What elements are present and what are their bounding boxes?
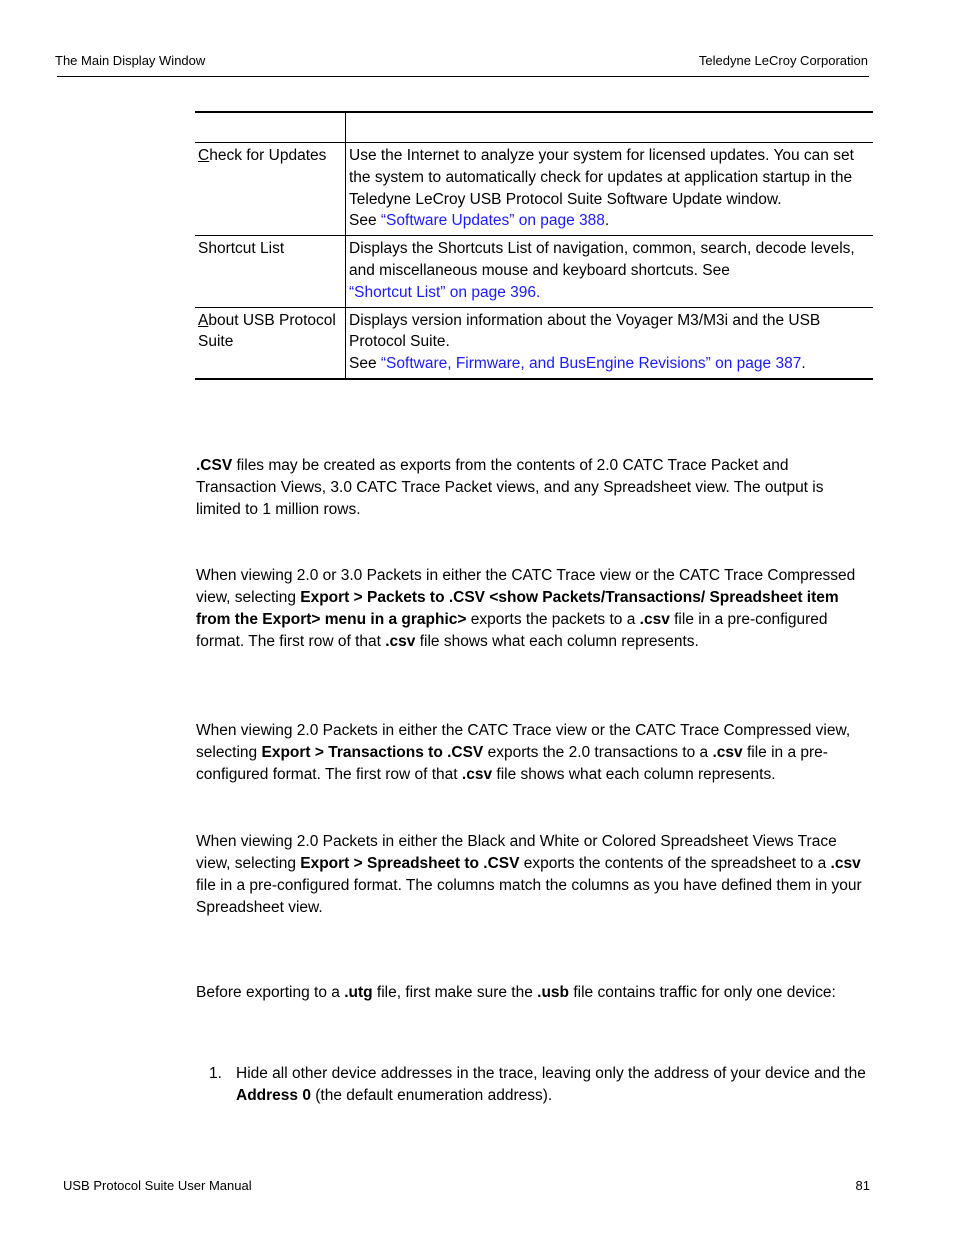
- bold-term: Export > Transactions to .CSV: [261, 744, 484, 761]
- bold-term: .csv: [461, 766, 493, 783]
- command-cell: [195, 307, 346, 379]
- table-header-row: [195, 112, 873, 143]
- paragraph-text: file in a pre-configured format. The first row of that: [196, 744, 828, 783]
- paragraph-text: When viewing 2.0 Packets in either the CATC Trace view or the CATC Trace Compressed view, selecting: [196, 722, 851, 761]
- running-header-right: Teledyne LeCroy Corporation: [698, 53, 868, 68]
- see-text: See: [349, 355, 381, 373]
- description-text: Displays version information about the Voyager M3/M3i and the USB Protocol Suite.: [349, 311, 821, 351]
- description-cell: [346, 236, 874, 307]
- csv-intro-paragraph: [196, 455, 872, 521]
- utg-export-paragraph: [196, 982, 872, 1004]
- description-cell: [346, 143, 874, 236]
- running-header-left: The Main Display Window: [55, 53, 206, 68]
- trailing-punctuation: .: [801, 355, 806, 373]
- paragraph-text: file in a pre-configured format. The columns match the columns as you have defined them in your Spreadsheet view.: [196, 877, 862, 916]
- step-number: 1.: [209, 1065, 222, 1082]
- description-cell: [346, 307, 874, 379]
- help-menu-table: [195, 111, 873, 380]
- command-label: Shortcut List: [198, 240, 285, 258]
- bold-term: .csv: [639, 611, 670, 628]
- paragraph-text: file shows what each column represents.: [415, 633, 699, 650]
- table-row: [195, 236, 873, 307]
- table-row: [195, 307, 873, 379]
- paragraph-text: file contains traffic for only one device:: [569, 984, 836, 1001]
- paragraph-text: exports the packets to a: [466, 611, 640, 628]
- packets-export-paragraph: [196, 565, 872, 653]
- table-header-cell-description: [346, 112, 874, 143]
- bold-term: .utg: [344, 984, 373, 1001]
- command-label: heck for Updates: [209, 147, 327, 164]
- cross-reference-link[interactable]: “Software, Firmware, and BusEngine Revisions” on page 387: [380, 355, 802, 373]
- transactions-export-paragraph: [196, 720, 872, 786]
- paragraph-text: When viewing 2.0 or 3.0 Packets in either the CATC Trace view or the CATC Trace Compressed view, selecting: [196, 567, 856, 606]
- page-number: 81: [855, 1178, 870, 1193]
- command-cell: [195, 236, 346, 307]
- bold-term: Export > Spreadsheet to .CSV: [300, 855, 520, 872]
- cross-reference-link[interactable]: “Shortcut List” on page 396.: [349, 283, 541, 301]
- running-footer-left: USB Protocol Suite User Manual: [63, 1178, 252, 1193]
- paragraph-text: file in a pre-configured format. The first row of that: [196, 611, 828, 650]
- bold-term: .csv: [830, 855, 861, 872]
- trailing-punctuation: .: [604, 212, 610, 230]
- paragraph-text: exports the 2.0 transactions to a: [483, 744, 713, 761]
- paragraph-text: (the default enumeration address).: [310, 1087, 553, 1104]
- bold-term: Export > Packets to .CSV <show Packets/Transactions/ Spreadsheet item from the Export> menu in a graphic>: [196, 589, 839, 628]
- list-item: [196, 1063, 872, 1107]
- paragraph-text: Hide all other device addresses in the trace, leaving only the address of your device and the: [236, 1065, 866, 1082]
- paragraph-text: file, first make sure the: [372, 984, 538, 1001]
- bold-term: .csv: [385, 633, 416, 650]
- bold-term: Address 0: [236, 1087, 311, 1104]
- bold-term: .CSV: [196, 457, 233, 474]
- table-header-cell-command: [195, 112, 346, 143]
- bold-term: .csv: [712, 744, 743, 761]
- accelerator-key: C: [198, 147, 210, 164]
- header-divider: [57, 76, 869, 77]
- step-text: [236, 1063, 872, 1107]
- see-text: See: [349, 212, 381, 230]
- command-cell: [195, 143, 346, 236]
- paragraph-text: exports the contents of the spreadsheet to a: [519, 855, 831, 872]
- command-label: bout USB Protocol Suite: [198, 311, 336, 351]
- accelerator-key: A: [198, 311, 209, 329]
- description-text: Use the Internet to analyze your system for licensed updates. You can set the system to automatically check for updates at application startup in the Teledyne LeCroy USB Protocol Suite Software Update window.: [349, 147, 854, 208]
- bold-term: .usb: [537, 984, 570, 1001]
- paragraph-text: When viewing 2.0 Packets in either the Black and White or Colored Spreadsheet Views Trace view, selecting: [196, 833, 837, 872]
- spreadsheet-export-paragraph: [196, 831, 872, 919]
- paragraph-text: file shows what each column represents.: [492, 766, 776, 783]
- paragraph-text: files may be created as exports from the contents of 2.0 CATC Trace Packet and Transaction Views, 3.0 CATC Trace Packet views, and any Spreadsheet view. The output is limited to 1 million rows.: [196, 457, 824, 518]
- paragraph-text: Before exporting to a: [196, 984, 345, 1001]
- table-row: [195, 143, 873, 236]
- cross-reference-link[interactable]: “Software Updates” on page 388: [380, 212, 605, 230]
- description-text: Displays the Shortcuts List of navigation, common, search, decode levels, and miscellaneous mouse and keyboard shortcuts. See: [349, 240, 855, 279]
